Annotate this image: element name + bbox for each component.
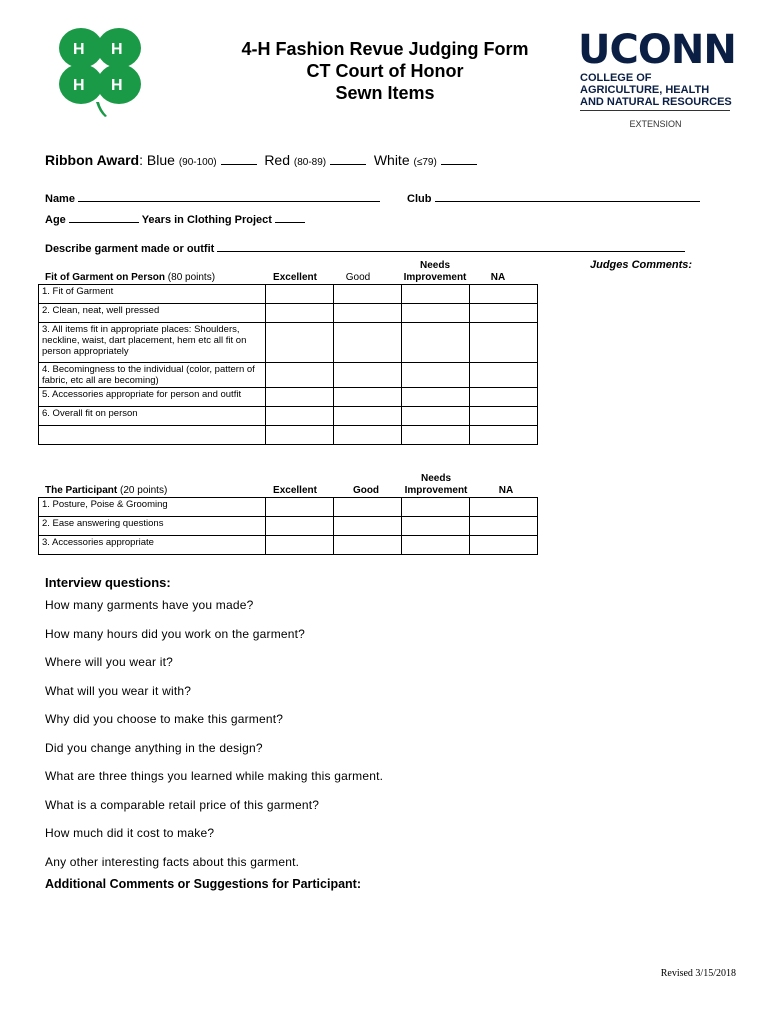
score-cell[interactable] — [265, 407, 333, 426]
table-row — [39, 536, 538, 555]
table-row — [39, 304, 538, 323]
score-cell[interactable] — [333, 426, 401, 445]
score-cell[interactable] — [265, 517, 333, 536]
score-cell[interactable] — [401, 407, 469, 426]
score-cell[interactable] — [469, 517, 537, 536]
score-cell[interactable] — [333, 517, 401, 536]
score-cell[interactable] — [333, 323, 401, 363]
score-cell[interactable] — [469, 426, 537, 445]
score-cell[interactable] — [401, 536, 469, 555]
fit-row-label — [39, 426, 266, 445]
fit-table — [38, 284, 538, 445]
interview-question: How many garments have you made? — [45, 598, 254, 612]
fit-col-needs-improvement: Needs Improvement — [403, 260, 467, 283]
table-row — [39, 285, 538, 304]
participant-col-excellent: Excellent — [273, 485, 317, 496]
score-cell[interactable] — [469, 536, 537, 555]
score-cell[interactable] — [265, 285, 333, 304]
score-cell[interactable] — [265, 426, 333, 445]
additional-comments-label: Additional Comments or Suggestions for Participant: — [45, 877, 361, 891]
participant-col-needs-improvement: Needs Improvement — [404, 473, 468, 496]
fit-section-title: Fit of Garment on Person (80 points) — [45, 272, 216, 283]
score-cell[interactable] — [401, 285, 469, 304]
score-cell[interactable] — [469, 498, 537, 517]
score-cell[interactable] — [469, 285, 537, 304]
table-row — [39, 426, 538, 445]
svg-text:H: H — [111, 77, 123, 94]
score-cell[interactable] — [401, 517, 469, 536]
score-cell[interactable] — [401, 388, 469, 407]
fit-col-good: Good — [345, 272, 371, 283]
uconn-wordmark: UCONN — [578, 27, 736, 73]
interview-question: Any other interesting facts about this garment. — [45, 855, 300, 869]
score-cell[interactable] — [265, 304, 333, 323]
interview-question: How many hours did you work on the garment? — [45, 627, 306, 641]
extension-label: EXTENSION — [629, 119, 682, 129]
participant-row-label: 2. Ease answering questions — [39, 517, 266, 536]
svg-text:H: H — [73, 77, 85, 94]
score-cell[interactable] — [401, 304, 469, 323]
table-row — [39, 517, 538, 536]
judges-comments-label: Judges Comments: — [590, 259, 693, 271]
participant-col-good: Good — [352, 485, 380, 496]
4h-clover-logo — [55, 22, 145, 118]
score-cell[interactable] — [469, 363, 537, 388]
uconn-logo — [578, 27, 736, 129]
fit-row-label: 3. All items fit in appropriate places: Shoulders, neckline, waist, dart placement, hem etc all fit on person appropriately — [39, 323, 266, 363]
score-cell[interactable] — [333, 363, 401, 388]
score-cell[interactable] — [265, 323, 333, 363]
score-cell[interactable] — [469, 407, 537, 426]
score-cell[interactable] — [333, 407, 401, 426]
score-cell[interactable] — [333, 388, 401, 407]
score-cell[interactable] — [401, 498, 469, 517]
score-cell[interactable] — [401, 323, 469, 363]
score-cell[interactable] — [401, 363, 469, 388]
score-cell[interactable] — [265, 498, 333, 517]
table-row — [39, 323, 538, 363]
score-cell[interactable] — [333, 285, 401, 304]
score-cell[interactable] — [469, 323, 537, 363]
score-cell[interactable] — [333, 498, 401, 517]
participant-row-label: 1. Posture, Poise & Grooming — [39, 498, 266, 517]
fit-row-label: 2. Clean, neat, well pressed — [39, 304, 266, 323]
club-field[interactable]: Club — [407, 191, 700, 205]
name-field[interactable]: Name — [45, 191, 380, 205]
score-cell[interactable] — [469, 304, 537, 323]
participant-row-label: 3. Accessories appropriate — [39, 536, 266, 555]
score-cell[interactable] — [469, 388, 537, 407]
svg-text:H: H — [73, 41, 85, 58]
fit-row-label: 5. Accessories appropriate for person and outfit — [39, 388, 266, 407]
participant-col-na: NA — [498, 485, 514, 496]
interview-question: What are three things you learned while making this garment. — [45, 769, 384, 783]
table-row — [39, 498, 538, 517]
fit-col-excellent: Excellent — [273, 272, 317, 283]
age-field[interactable]: Age Years in Clothing Project — [45, 212, 305, 226]
score-cell[interactable] — [333, 536, 401, 555]
table-row — [39, 388, 538, 407]
fit-row-label: 6. Overall fit on person — [39, 407, 266, 426]
table-row — [39, 407, 538, 426]
form-title: 4-H Fashion Revue Judging Form CT Court of Honor Sewn Items — [241, 39, 529, 103]
interview-heading: Interview questions: — [45, 575, 171, 590]
participant-section-title: The Participant (20 points) — [45, 485, 168, 496]
score-cell[interactable] — [333, 304, 401, 323]
score-cell[interactable] — [265, 388, 333, 407]
score-cell[interactable] — [265, 536, 333, 555]
interview-question: What is a comparable retail price of this garment? — [45, 798, 320, 812]
svg-text:H: H — [111, 41, 123, 58]
score-cell[interactable] — [401, 426, 469, 445]
participant-table — [38, 497, 538, 555]
interview-question: Where will you wear it? — [45, 655, 173, 669]
interview-question: What will you wear it with? — [45, 684, 192, 698]
fit-col-na: NA — [490, 272, 506, 283]
interview-question: How much did it cost to make? — [45, 826, 215, 840]
revised-date: Revised 3/15/2018 — [660, 968, 736, 979]
table-row — [39, 363, 538, 388]
ribbon-award-line: Ribbon Award: Blue (90-100) Red (80-89) White (≤79) — [45, 152, 477, 168]
college-name: COLLEGE OF AGRICULTURE, HEALTH AND NATURAL RESOURCES — [580, 72, 732, 108]
interview-question: Did you change anything in the design? — [45, 741, 263, 755]
fit-row-label: 1. Fit of Garment — [39, 285, 266, 304]
fit-row-label: 4. Becomingness to the individual (color, pattern of fabric, etc all are becoming) — [39, 363, 266, 388]
score-cell[interactable] — [265, 363, 333, 388]
describe-garment-field[interactable]: Describe garment made or outfit — [45, 241, 685, 255]
interview-question: Why did you choose to make this garment? — [45, 712, 284, 726]
